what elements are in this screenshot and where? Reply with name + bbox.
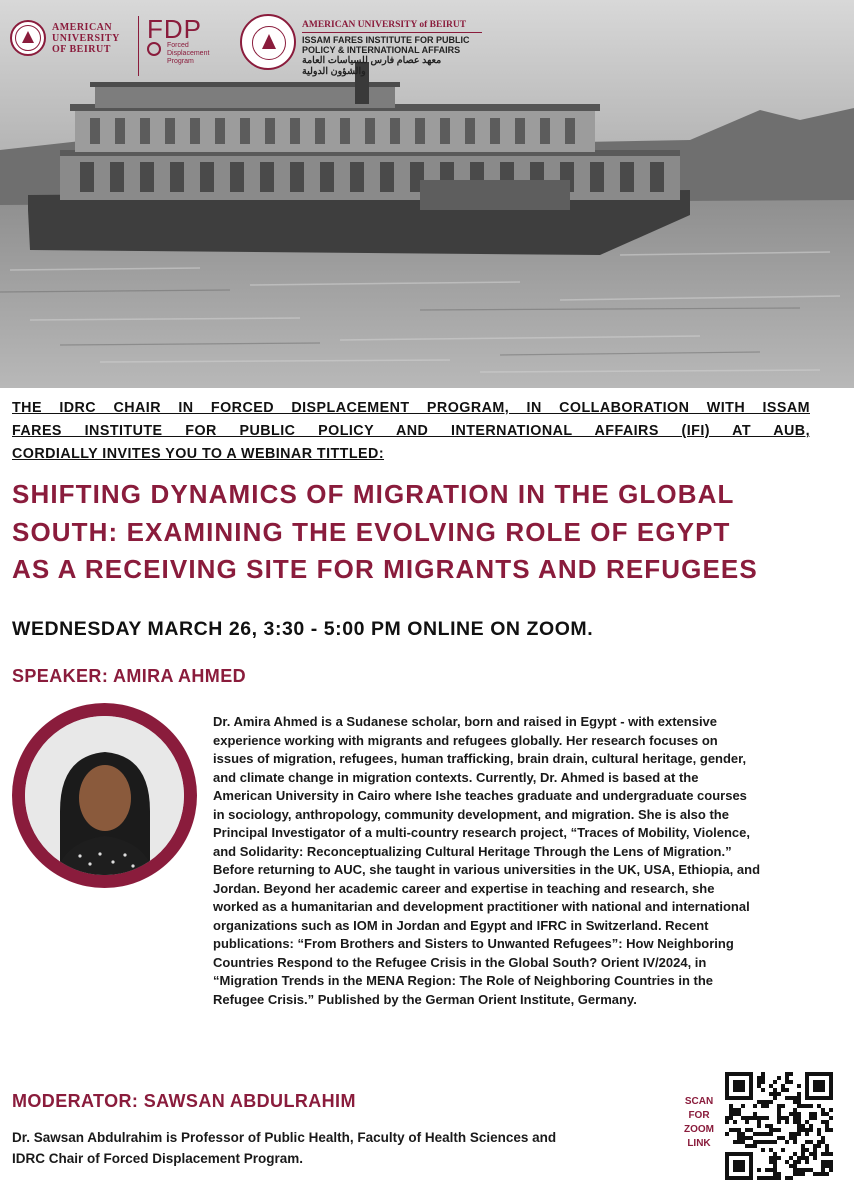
scan-label: SCAN FOR ZOOM LINK <box>684 1096 714 1149</box>
bio-line: and climate change in migration contexts. Currently, Dr. Ahmed is based at the <box>213 769 699 785</box>
title-line: SHIFTING DYNAMICS OF MIGRATION IN THE GLOBAL <box>12 479 735 509</box>
bio-line: Dr. Amira Ahmed is a Sudanese scholar, born and raised in Egypt - with extensive <box>213 714 718 729</box>
bio-line: issues of migration, refugees, human trafficking, brain drain, cultural heritage, gender, <box>213 751 747 766</box>
intro-line: FARES INSTITUTE FOR PUBLIC POLICY AND INTERNATIONAL AFFAIRS (IFI) AT AUB, <box>12 423 810 439</box>
ifi-university: AMERICAN UNIVERSITY of BEIRUT <box>302 20 482 33</box>
avatar <box>25 716 184 875</box>
moderator-heading: MODERATOR: SAWSAN ABDULRAHIM <box>12 1091 356 1111</box>
bio-line: Countries Respond to the Refugee Crisis in the Global South? Orient IV/2024, in <box>213 954 707 970</box>
bio-line: worked as a humanitarian and development practitioner with national and international <box>213 899 750 914</box>
intro-line: CORDIALLY INVITES YOU TO A WEBINAR TITTLED: <box>12 446 385 462</box>
ifi-seal-icon <box>240 14 296 70</box>
speaker-photo <box>12 703 197 888</box>
logo-bar <box>0 10 854 80</box>
bio-line: experience working with migrants and refugees globally. Her research focuses on <box>213 732 718 748</box>
speaker-bio <box>213 713 841 1009</box>
moderator-bio <box>12 1127 672 1169</box>
bio-line: publications: “From Brothers and Sisters to Unwanted Refugees”: How Neighboring <box>213 936 734 951</box>
university-seal-icon <box>10 20 46 56</box>
fdp-subtitle: Forced Displacement Program <box>167 42 210 65</box>
bio-line: Dr. Sawsan Abdulrahim is Professor of Public Health, Faculty of Health Sciences and <box>12 1130 557 1145</box>
person-icon <box>25 716 184 875</box>
bio-line: Before returning to AUC, she taught in various universities in the UK, USA, Ethiopia, and <box>213 862 761 877</box>
aub-logo <box>10 20 120 56</box>
title-line: SOUTH: EXAMINING THE EVOLVING ROLE OF EGYPT <box>12 516 731 547</box>
ifi-logo-text <box>302 20 482 77</box>
bio-line: Jordan. Beyond her academic career and expertise in teaching and research, she <box>213 880 715 896</box>
title-line: AS A RECEIVING SITE FOR MIGRANTS AND REFUGEES <box>12 554 758 584</box>
qr-code-graphic[interactable] <box>725 1072 833 1180</box>
qr-code-icon[interactable] <box>725 1072 833 1180</box>
speaker-heading: SPEAKER: AMIRA AHMED <box>12 666 247 686</box>
hero-image <box>0 0 854 388</box>
bio-line: American University in Cairo where Ishe teaches graduate and undergraduate courses <box>213 788 747 803</box>
intro-line: THE IDRC CHAIR IN FORCED DISPLACEMENT PROGRAM, IN COLLABORATION WITH ISSAM <box>12 400 810 416</box>
ifi-name: ISSAM FARES INSTITUTE FOR PUBLIC POLICY & INTERNATIONAL AFFAIRS <box>302 35 470 55</box>
invitation-intro <box>12 397 810 466</box>
bio-line: Refugee Crisis.” Published by the German Orient Institute, Germany. <box>213 991 637 1007</box>
bio-line: organizations such as IOM in Jordan and Egypt and IFRC in Switzerland. Recent <box>213 917 709 933</box>
key-icon <box>147 42 161 56</box>
fdp-letters: FDP <box>147 14 202 44</box>
bio-line: “Migration Trends in the MENA Region: The Role of Neighboring Countries in the <box>213 973 714 988</box>
ifi-logo <box>240 14 480 78</box>
bio-line: and Solidarity: Reconceptualizing Cultural Heritage Through the Lens of Migration.” <box>213 843 732 859</box>
bio-line: IDRC Chair of Forced Displacement Program. <box>12 1151 304 1166</box>
aub-logo-text: AMERICAN UNIVERSITY OF BEIRUT <box>52 21 120 55</box>
ifi-arabic-name: معهد عصام فارس للسياسات العامة والشؤون الدولية <box>302 55 442 77</box>
bio-line: Principal Investigator of a multi-country research project, “Traces of Mobility, Violence, <box>213 825 750 840</box>
webinar-title <box>12 476 842 589</box>
bio-line: in sociology, anthropology, community development, and migration. She is also the <box>213 806 729 822</box>
fdp-logo <box>138 16 227 76</box>
event-date-time: WEDNESDAY MARCH 26, 3:30 - 5:00 PM ONLINE ON ZOOM. <box>12 618 594 640</box>
